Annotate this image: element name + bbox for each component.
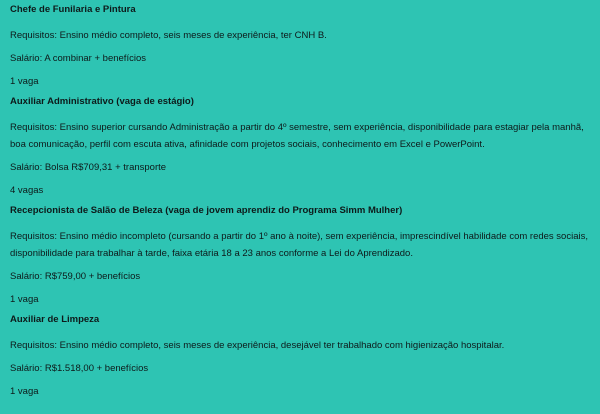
job-vacancies: 1 vaga — [10, 76, 39, 87]
job-listing — [10, 205, 590, 308]
job-vacancies: 1 vaga — [10, 386, 39, 397]
job-requirements: Requisitos: Ensino médio completo, seis meses de experiência, desejável ter trabalhado com higienização hospitalar. — [10, 340, 505, 351]
job-listing — [10, 314, 590, 400]
job-title: Chefe de Funilaria e Pintura — [10, 4, 136, 15]
job-salary: Salário: A combinar + benefícios — [10, 53, 146, 64]
job-title: Recepcionista de Salão de Beleza (vaga de jovem aprendiz do Programa Simm Mulher) — [10, 205, 403, 216]
job-vacancies: 1 vaga — [10, 294, 39, 305]
job-listing — [10, 4, 590, 90]
job-vacancies: 4 vagas — [10, 185, 44, 196]
job-salary: Salário: Bolsa R$709,31 + transporte — [10, 162, 167, 173]
job-salary: Salário: R$759,00 + benefícios — [10, 271, 141, 282]
job-requirements: Requisitos: Ensino médio completo, seis meses de experiência, ter CNH B. — [10, 30, 327, 41]
job-salary: Salário: R$1.518,00 + benefícios — [10, 363, 149, 374]
job-listing — [10, 96, 590, 199]
job-requirements: Requisitos: Ensino superior cursando Administração a partir do 4º semestre, sem experiência, disponibilidade para estagiar pela manhã, boa comunicação, perfil com escuta ativa, afinidade com projetos sociais, conhecimento em Excel e PowerPoint. — [10, 122, 584, 150]
job-title: Auxiliar Administrativo (vaga de estágio) — [10, 96, 194, 107]
job-requirements: Requisitos: Ensino médio incompleto (cursando a partir do 1º ano à noite), sem experiência, imprescindível habilidade com redes sociais, disponibilidade para trabalhar à tarde, faixa etária 18 a 23 anos conforme a Lei do Aprendizado. — [10, 231, 588, 259]
job-title: Auxiliar de Limpeza — [10, 314, 100, 325]
